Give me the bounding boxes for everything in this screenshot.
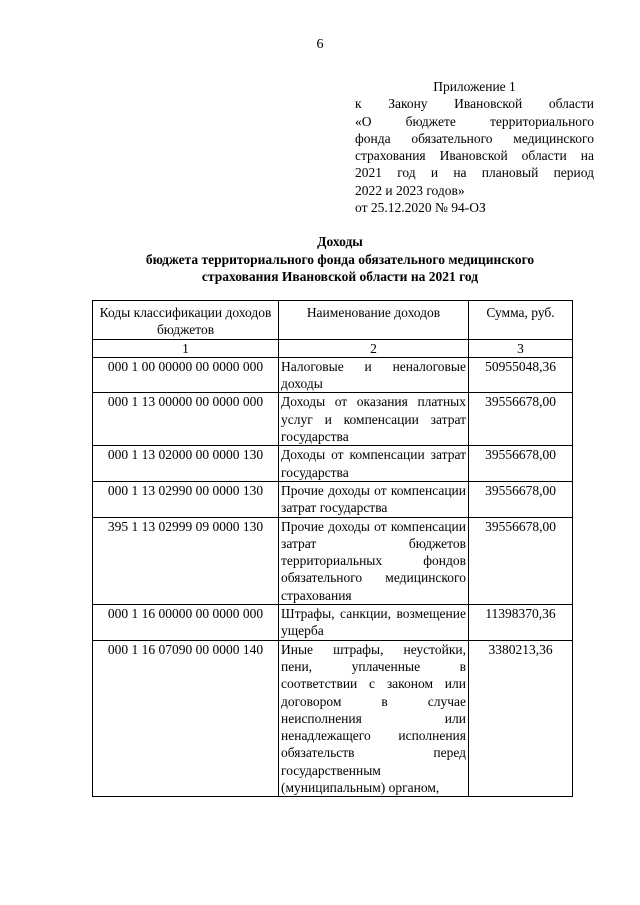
income-name: Доходы от компенсации затрат государства [279, 446, 469, 482]
income-sum: 3380213,36 [469, 640, 573, 797]
table-row [93, 393, 573, 446]
document-title-line: бюджета территориального фонда обязательного медицинского [145, 251, 535, 267]
income-code: 395 1 13 02999 09 0000 130 [93, 517, 279, 604]
income-code: 000 1 00 00000 00 0000 000 [93, 357, 279, 393]
income-name: Штрафы, санкции, возмещение ущерба [279, 605, 469, 641]
income-table [92, 300, 573, 797]
income-name: Налоговые и неналоговые доходы [279, 357, 469, 393]
document-title-line: Доходы [317, 234, 363, 249]
appendix-line: страхования Ивановской области на [355, 148, 594, 164]
appendix-line: к Закону Ивановской области [355, 96, 594, 112]
table-row [93, 481, 573, 517]
income-sum: 39556678,00 [469, 481, 573, 517]
income-name: Иные штрафы, неустойки, пени, уплаченные в соответствии с законом или договором в случае неисполнения или ненадлежащего исполнения обязательств перед государственным (муниципальным) органом, [279, 640, 469, 797]
table-row [93, 446, 573, 482]
header-name: Наименование доходов [279, 301, 469, 340]
income-name: Доходы от оказания платных услуг и компенсации затрат государства [279, 393, 469, 446]
income-name: Прочие доходы от компенсации затрат бюджетов территориальных фондов обязательного медицинского страхования [279, 517, 469, 604]
table-header-row [93, 301, 573, 340]
income-sum: 11398370,36 [469, 605, 573, 641]
column-number: 3 [469, 339, 573, 357]
income-code: 000 1 16 00000 00 0000 000 [93, 605, 279, 641]
table-row [93, 605, 573, 641]
appendix-line: «О бюджете территориального [355, 113, 594, 129]
appendix-law-reference: от 25.12.2020 № 94-ОЗ [355, 200, 486, 216]
header-codes: Коды классификации доходов бюджетов [93, 301, 279, 340]
column-number: 1 [93, 339, 279, 357]
header-sum: Сумма, руб. [469, 301, 573, 340]
income-name: Прочие доходы от компенсации затрат государства [279, 481, 469, 517]
income-sum: 39556678,00 [469, 393, 573, 446]
income-code: 000 1 16 07090 00 0000 140 [93, 640, 279, 797]
income-code: 000 1 13 02000 00 0000 130 [93, 446, 279, 482]
table-row [93, 640, 573, 797]
appendix-line: 2021 год и на плановый период [355, 165, 594, 181]
appendix-block [355, 78, 594, 216]
table-row [93, 517, 573, 604]
table-row [93, 357, 573, 393]
income-sum: 50955048,36 [469, 357, 573, 393]
appendix-line: фонда обязательного медицинского [355, 130, 594, 146]
page-number: 6 [316, 37, 324, 52]
appendix-line: 2022 и 2023 годов» [355, 182, 465, 198]
column-number: 2 [279, 339, 469, 357]
appendix-title: Приложение 1 [433, 79, 516, 94]
income-sum: 39556678,00 [469, 517, 573, 604]
document-title [90, 233, 590, 286]
income-sum: 39556678,00 [469, 446, 573, 482]
column-number-row [93, 339, 573, 357]
income-code: 000 1 13 02990 00 0000 130 [93, 481, 279, 517]
income-code: 000 1 13 00000 00 0000 000 [93, 393, 279, 446]
document-title-line: страхования Ивановской области на 2021 год [201, 269, 479, 284]
